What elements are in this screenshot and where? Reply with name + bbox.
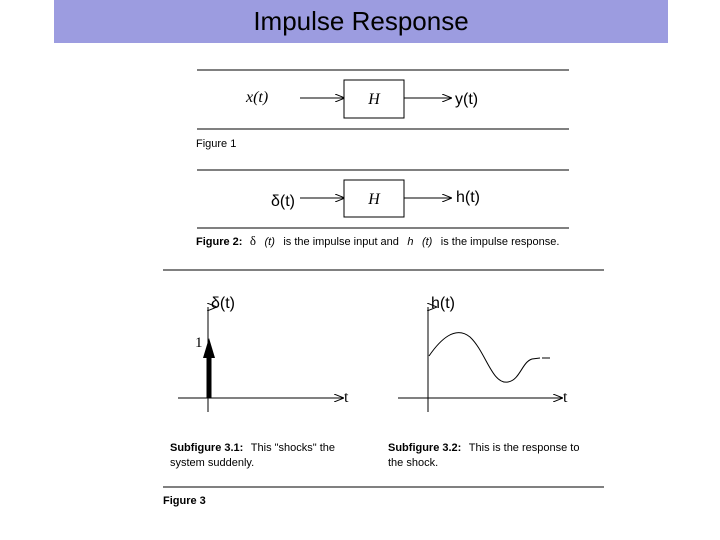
response-curve bbox=[429, 333, 540, 383]
subfigure-1-caption-bold: Subfigure 3.1: bbox=[170, 442, 244, 454]
figure-2-system-label: H bbox=[368, 191, 380, 208]
figure-2-caption-end: is the impulse response. bbox=[440, 236, 560, 248]
figure-2-caption-h: h bbox=[407, 236, 414, 248]
figure-2-caption-delta: δ bbox=[249, 233, 257, 248]
impulse-plot-x-label: t bbox=[344, 389, 349, 406]
subfigure-impulse-plot bbox=[178, 295, 349, 412]
impulse-arrow-head bbox=[203, 338, 215, 358]
subfigure-1-caption-line1 bbox=[170, 438, 335, 455]
figure-3-caption: Figure 3 bbox=[163, 495, 206, 507]
figure-1-caption: Figure 1 bbox=[196, 138, 237, 150]
subfigure-2-caption-line1 bbox=[388, 438, 579, 455]
figure-2-caption-arg2: (t) bbox=[421, 236, 433, 248]
impulse-value-label: 1 bbox=[195, 335, 203, 351]
subfigure-2-caption-text: This is the response to bbox=[468, 442, 580, 454]
subfigure-1-caption-text: This "shocks" the bbox=[250, 442, 336, 454]
response-plot-x-label: t bbox=[563, 389, 568, 406]
figure-2 bbox=[196, 170, 569, 249]
slide-title: Impulse Response bbox=[253, 6, 469, 36]
figure-1-system-label: H bbox=[368, 91, 380, 108]
subfigure-1-caption-line2: system suddenly. bbox=[170, 457, 255, 469]
figure-1-input-label: x(t) bbox=[246, 89, 269, 106]
figure-1-output-label: y(t) bbox=[455, 91, 479, 108]
subfigure-response-plot bbox=[398, 295, 568, 412]
figure-2-input-label: δ(t) bbox=[271, 193, 296, 210]
response-plot-y-label: h(t) bbox=[431, 295, 455, 312]
impulse-plot-y-label: δ(t) bbox=[211, 295, 236, 312]
figure-2-caption-bold: Figure 2: bbox=[196, 236, 243, 248]
figure-2-caption bbox=[196, 232, 559, 249]
figure-1 bbox=[196, 70, 569, 150]
subfigure-2-caption-line2: the shock. bbox=[388, 457, 439, 469]
subfigure-2-caption-bold: Subfigure 3.2: bbox=[388, 442, 462, 454]
figure-2-caption-arg1: (t) bbox=[264, 236, 275, 248]
figure-2-output-label: h(t) bbox=[456, 189, 480, 206]
figure-2-caption-mid: is the impulse input and bbox=[283, 236, 399, 248]
figure-3 bbox=[163, 270, 604, 507]
